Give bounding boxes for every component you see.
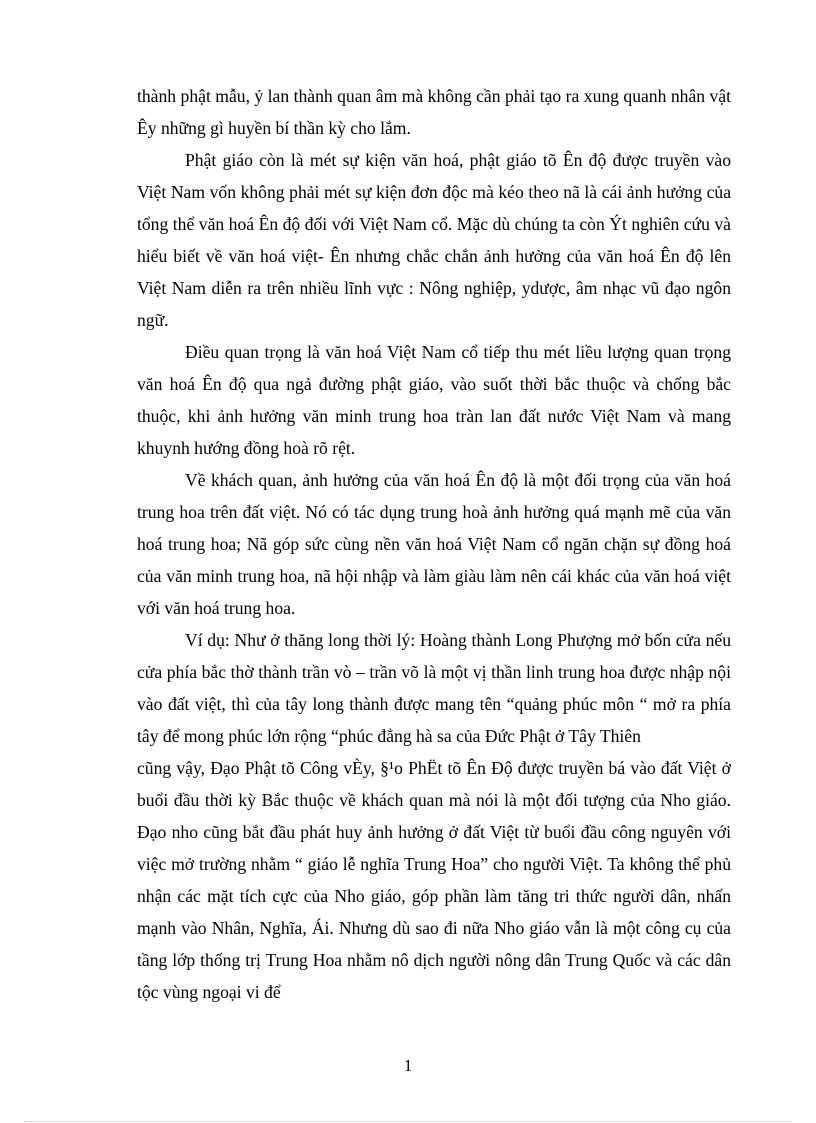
paragraph-4: Về khách quan, ảnh hưởng của văn hoá Ên độ là một đối trọng của văn hoá trung hoa trên đất việt. Nó có tác dụng trung hoà ảnh hưởng quá mạnh mẽ của văn hoá trung hoa; Nã góp sức cùng nền văn hoá Việt Nam cổ ngăn chặn sự đồng hoá của văn minh trung hoa, nã hội nhập và làm giàu làm nên cái khác của văn hoá việt với văn hoá trung hoa. [137, 470, 731, 618]
paragraph-2: Phật giáo còn là mét sự kiện văn hoá, phật giáo tõ Ên độ được truyền vào Việt Nam vốn không phải mét sự kiện đơn độc mà kéo theo nã là cái ảnh hưởng của tổng thể văn hoá Ên độ đối với Việt Nam cổ. Mặc dù chúng ta còn Ýt nghiên cứu và hiểu biết về văn hoá việt- Ên nhưng chắc chắn ảnh hưởng của văn hoá Ên độ lên Việt Nam diễn ra trên nhiều lĩnh vực : Nông nghiệp, ydược, âm nhạc vũ đạo ngôn ngữ. [137, 150, 731, 330]
document-page [137, 80, 731, 1008]
paragraph-5: Ví dụ: Như ở thăng long thời lý: Hoàng thành Long Phượng mở bốn cửa nếu cửa phía bắc thờ thành trần vò – trần võ là một vị thần linh trung hoa được nhập nội vào đất việt, thì của tây long thành được mang tên “quảng phúc môn “ mở ra phía tây để mong phúc lớn rộng “phúc đẳng hà sa của Đức Phật ở Tây Thiên [137, 630, 731, 746]
page-border [24, 1121, 792, 1122]
paragraph-3: Điều quan trọng là văn hoá Việt Nam cổ tiếp thu mét liều lượng quan trọng văn hoá Ên độ qua ngả đường phật giáo, vào suốt thời bắc thuộc và chống bắc thuộc, khi ảnh hưởng văn minh trung hoa tràn lan đất nước Việt Nam và mang khuynh hướng đồng hoà rõ rệt. [137, 342, 731, 458]
page-number: 1 [403, 1056, 413, 1075]
paragraph-1: thành phật mẫu, ỷ lan thành quan âm mà không cần phải tạo ra xung quanh nhân vật Êy những gì huyền bí thần kỳ cho lắm. [137, 86, 731, 138]
paragraph-6: cũng vậy, Đạo Phật tõ Công vÈy, §¹o PhËt tõ Ên Độ được truyền bá vào đất Việt ở buổi đầu thời kỳ Bắc thuộc về khách quan mà nói là một đối tượng của Nho giáo. Đạo nho cũng bắt đầu phát huy ảnh hưởng ở đất Việt từ buổi đầu công nguyên với việc mở trường nhằm “ giáo lễ nghĩa Trung Hoa” cho người Việt. Ta không thể phủ nhận các mặt tích cực của Nho giáo, góp phần làm tăng tri thức người dân, nhấn mạnh vào Nhân, Nghĩa, Ái. Nhưng dù sao đi nữa Nho giáo vẫn là một công cụ của tầng lớp thống trị Trung Hoa nhằm nô dịch người nông dân Trung Quốc và các dân tộc vùng ngoại vi để [137, 758, 731, 1002]
